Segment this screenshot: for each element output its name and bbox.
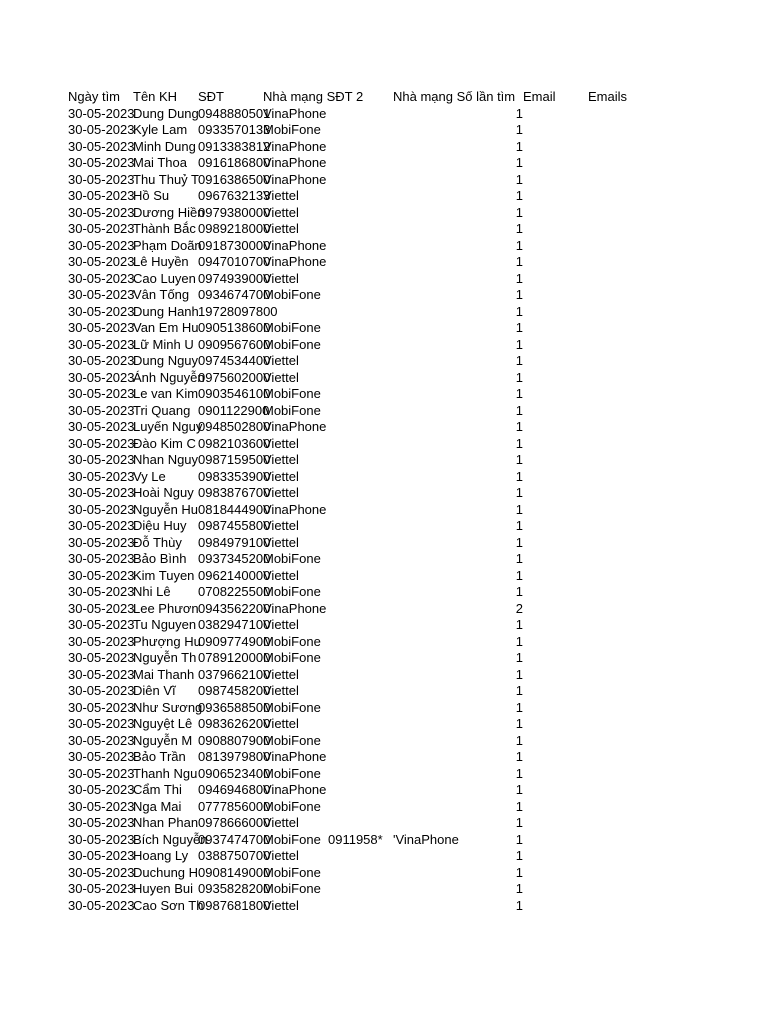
cell-ngay-tim[interactable]: 30-05-2023	[68, 765, 135, 781]
cell-ngay-tim[interactable]: 30-05-2023	[68, 749, 135, 764]
cell-ten-kh[interactable]: Lee Phươn	[133, 600, 199, 616]
cell-nha-mang[interactable]: MobiFone	[263, 402, 321, 418]
cell-ten-kh[interactable]: Vy Le	[133, 468, 166, 484]
cell-ngay-tim[interactable]: 30-05-2023	[68, 419, 135, 434]
header-ngay-tim[interactable]: Ngày tìm	[68, 89, 121, 104]
cell-so-lan-tim[interactable]: 1	[515, 732, 523, 748]
cell-sdt[interactable]: 0983876700	[198, 485, 271, 500]
cell-nha-mang[interactable]: VinaPhone	[263, 749, 327, 764]
cell-ten-kh[interactable]: Mai Thanh	[133, 666, 195, 682]
cell-sdt[interactable]: 0916186800	[198, 155, 271, 170]
cell-nha-mang[interactable]: VinaPhone	[263, 237, 327, 253]
cell-ten-kh[interactable]: Nga Mai	[133, 798, 182, 814]
cell-sdt[interactable]: 0777856000	[198, 798, 271, 814]
cell-nha-mang[interactable]: VinaPhone	[263, 155, 327, 170]
cell-ngay-tim[interactable]: 30-05-2023	[68, 617, 135, 632]
cell-so-lan-tim[interactable]: 1	[515, 485, 523, 500]
cell-ngay-tim[interactable]: 30-05-2023	[68, 386, 135, 401]
cell-so-lan-tim[interactable]: 1	[515, 419, 523, 434]
cell-nha-mang[interactable]: MobiFone	[263, 551, 321, 566]
cell-ten-kh[interactable]: Bảo Bình	[133, 551, 187, 566]
cell-ten-kh[interactable]: Ánh Nguyễn	[133, 369, 205, 385]
cell-sdt[interactable]: 0983626200	[198, 716, 271, 731]
cell-so-lan-tim[interactable]: 1	[515, 105, 523, 121]
cell-sdt[interactable]: 0901122900	[198, 402, 270, 418]
cell-sdt[interactable]: 0818444900	[198, 501, 271, 517]
cell-ngay-tim[interactable]: 30-05-2023	[68, 204, 135, 220]
cell-ngay-tim[interactable]: 30-05-2023	[68, 237, 135, 253]
cell-sdt[interactable]: 0936588500	[198, 699, 271, 715]
cell-so-lan-tim[interactable]: 1	[515, 584, 523, 599]
cell-ngay-tim[interactable]: 30-05-2023	[68, 831, 135, 847]
cell-nha-mang[interactable]: Viettel	[263, 567, 299, 583]
cell-ngay-tim[interactable]: 30-05-2023	[68, 815, 135, 830]
cell-nha-mang[interactable]: Viettel	[263, 666, 299, 682]
cell-so-lan-tim[interactable]: 1	[515, 254, 523, 269]
cell-so-lan-tim[interactable]: 1	[515, 303, 523, 319]
cell-sdt[interactable]: 0916386500	[198, 171, 271, 187]
header-emails[interactable]: Emails	[588, 89, 628, 104]
cell-so-lan-tim[interactable]: 1	[515, 353, 523, 368]
cell-so-lan-tim[interactable]: 1	[515, 666, 523, 682]
header-ten-kh[interactable]: Tên KH	[133, 89, 178, 104]
cell-so-lan-tim[interactable]: 1	[515, 897, 523, 913]
cell-nha-mang[interactable]: MobiFone	[263, 287, 321, 302]
cell-ten-kh[interactable]: Hoang Ly	[133, 848, 189, 863]
cell-so-lan-tim[interactable]: 1	[515, 336, 523, 352]
cell-ngay-tim[interactable]: 30-05-2023	[68, 848, 135, 863]
cell-ten-kh[interactable]: Nguyệt Lê	[133, 716, 193, 731]
cell-ten-kh[interactable]: Thu Thuỷ T	[133, 171, 199, 187]
cell-sdt[interactable]: 0937345200	[198, 551, 271, 566]
cell-nha-mang[interactable]: VinaPhone	[263, 501, 327, 517]
cell-so-lan-tim[interactable]: 1	[515, 155, 523, 170]
cell-ngay-tim[interactable]: 30-05-2023	[68, 666, 135, 682]
cell-ten-kh[interactable]: Dung Dung	[133, 105, 199, 121]
cell-ten-kh[interactable]: Diên Vĩ	[133, 683, 176, 698]
cell-ngay-tim[interactable]: 30-05-2023	[68, 468, 135, 484]
cell-ngay-tim[interactable]: 30-05-2023	[68, 254, 135, 269]
cell-ten-kh[interactable]: Kim Tuyen	[133, 567, 195, 583]
cell-nha-mang[interactable]: VinaPhone	[263, 138, 327, 154]
cell-nha-mang[interactable]: VinaPhone	[263, 254, 327, 269]
cell-nha-mang[interactable]: Viettel	[263, 534, 299, 550]
cell-ngay-tim[interactable]: 30-05-2023	[68, 221, 135, 236]
cell-ten-kh[interactable]: Duchung H	[133, 864, 199, 880]
cell-ten-kh[interactable]: Nhan Nguy	[133, 452, 199, 467]
cell-sdt[interactable]: 0947010700	[198, 254, 271, 269]
cell-sdt[interactable]: 0982103600	[198, 435, 271, 451]
cell-so-lan-tim[interactable]: 1	[515, 204, 523, 220]
cell-ngay-tim[interactable]: 30-05-2023	[68, 171, 135, 187]
cell-ten-kh[interactable]: Nguyễn M	[133, 732, 193, 748]
cell-sdt[interactable]: 0983353900	[198, 468, 271, 484]
cell-nha-mang[interactable]: Viettel	[263, 683, 299, 698]
cell-ten-kh[interactable]: Thành Bắc	[133, 221, 196, 236]
cell-sdt[interactable]: 0967632133	[198, 188, 271, 203]
cell-so-lan-tim[interactable]: 1	[515, 171, 523, 187]
cell-nha-mang[interactable]: Viettel	[263, 485, 299, 500]
cell-ngay-tim[interactable]: 30-05-2023	[68, 270, 135, 286]
cell-nha-mang[interactable]: Viettel	[263, 221, 299, 236]
cell-ngay-tim[interactable]: 30-05-2023	[68, 584, 135, 599]
cell-nha-mang[interactable]: Viettel	[263, 848, 299, 863]
cell-ngay-tim[interactable]: 30-05-2023	[68, 732, 135, 748]
cell-sdt[interactable]: 0987159500	[198, 452, 271, 467]
cell-sdt[interactable]: 0937474700	[198, 831, 271, 847]
cell-ngay-tim[interactable]: 30-05-2023	[68, 534, 135, 550]
cell-nha-mang[interactable]: VinaPhone	[263, 782, 327, 797]
cell-ten-kh[interactable]: Tri Quang	[133, 402, 191, 418]
cell-so-lan-tim[interactable]: 1	[515, 782, 523, 797]
cell-nha-mang[interactable]: Viettel	[263, 518, 299, 533]
cell-ten-kh[interactable]: Cẩm Thi	[133, 782, 182, 797]
cell-ten-kh[interactable]: Nhan Phan	[133, 815, 199, 830]
cell-ten-kh[interactable]: Đỗ Thùy	[133, 534, 182, 550]
cell-so-lan-tim[interactable]: 1	[515, 188, 523, 203]
cell-nha-mang[interactable]: Viettel	[263, 897, 299, 913]
cell-so-lan-tim[interactable]: 1	[515, 501, 523, 517]
cell-sdt[interactable]: 0948880501	[198, 105, 271, 121]
cell-so-lan-tim[interactable]: 1	[515, 122, 523, 137]
cell-sdt[interactable]: 0913383812	[198, 138, 271, 154]
cell-ngay-tim[interactable]: 30-05-2023	[68, 105, 135, 121]
cell-nha-mang[interactable]: Viettel	[263, 617, 299, 632]
cell-ngay-tim[interactable]: 30-05-2023	[68, 402, 135, 418]
cell-nha-mang[interactable]: Viettel	[263, 815, 299, 830]
cell-so-lan-tim[interactable]: 1	[515, 452, 523, 467]
cell-ngay-tim[interactable]: 30-05-2023	[68, 138, 135, 154]
cell-ten-kh[interactable]: Như Sương	[133, 699, 203, 715]
cell-ngay-tim[interactable]: 30-05-2023	[68, 782, 135, 797]
cell-ten-kh[interactable]: Đào Kim C	[133, 435, 196, 451]
cell-ngay-tim[interactable]: 30-05-2023	[68, 798, 135, 814]
cell-ngay-tim[interactable]: 30-05-2023	[68, 567, 135, 583]
cell-sdt[interactable]: 0987455800	[198, 518, 271, 533]
cell-sdt[interactable]: 0974939000	[198, 270, 271, 286]
cell-sdt[interactable]: 0984979100	[198, 534, 271, 550]
cell-so-lan-tim[interactable]: 1	[515, 831, 523, 847]
cell-nha-mang[interactable]: MobiFone	[263, 732, 321, 748]
cell-ten-kh[interactable]: Bích Nguyễn	[133, 831, 208, 847]
cell-sdt[interactable]: 0943562200	[198, 600, 271, 616]
cell-nha-mang[interactable]: MobiFone	[263, 633, 321, 649]
cell-ten-kh[interactable]: Nguyễn Th	[133, 650, 197, 665]
cell-sdt[interactable]: 0978666000	[198, 815, 271, 830]
cell-ngay-tim[interactable]: 30-05-2023	[68, 485, 135, 500]
cell-nha-mang[interactable]: Viettel	[263, 270, 299, 286]
cell-so-lan-tim[interactable]: 1	[515, 749, 523, 764]
cell-sdt[interactable]: 0789120000	[198, 650, 271, 665]
cell-nha-mang[interactable]: MobiFone	[263, 798, 321, 814]
cell-nha-mang[interactable]: VinaPhone	[263, 171, 327, 187]
cell-sdt[interactable]: 0382947100	[198, 617, 271, 632]
cell-ten-kh[interactable]: Dung Nguy	[133, 353, 199, 368]
cell-so-lan-tim[interactable]: 1	[515, 683, 523, 698]
cell-sdt[interactable]: 0934674700	[198, 287, 271, 302]
cell-so-lan-tim[interactable]: 1	[515, 551, 523, 566]
header-nha-mang-sdt2[interactable]: Nhà mạng SĐT 2	[263, 89, 364, 104]
cell-ngay-tim[interactable]: 30-05-2023	[68, 716, 135, 731]
cell-ten-kh[interactable]: Hồ Su	[133, 188, 170, 203]
cell-ten-kh[interactable]: Cao Luyen	[133, 270, 196, 286]
cell-so-lan-tim[interactable]: 1	[515, 534, 523, 550]
cell-nha-mang[interactable]: Viettel	[263, 369, 299, 385]
cell-nha-mang[interactable]: MobiFone	[263, 699, 321, 715]
cell-so-lan-tim[interactable]: 1	[515, 221, 523, 236]
cell-nha-mang[interactable]: MobiFone	[263, 831, 321, 847]
cell-so-lan-tim[interactable]: 1	[515, 765, 523, 781]
cell-ngay-tim[interactable]: 30-05-2023	[68, 336, 135, 352]
cell-nha-mang[interactable]: MobiFone	[263, 336, 321, 352]
cell-so-lan-tim[interactable]: 1	[515, 815, 523, 830]
cell-ten-kh[interactable]: Vân Tống	[133, 287, 190, 302]
cell-ten-kh[interactable]: Tu Nguyen	[133, 617, 197, 632]
cell-so-lan-tim[interactable]: 1	[515, 567, 523, 583]
cell-nha-mang[interactable]: Viettel	[263, 435, 299, 451]
cell-sdt[interactable]: 0906523400	[198, 765, 271, 781]
cell-sdt[interactable]: 0908807900	[198, 732, 271, 748]
cell-ten-kh[interactable]: Thanh Ngu	[133, 765, 198, 781]
cell-sdt[interactable]: 0974534400	[198, 353, 271, 368]
cell-nha-mang[interactable]: MobiFone	[263, 386, 321, 401]
cell-ten-kh[interactable]: Dung Hanh	[133, 303, 199, 319]
cell-sdt[interactable]: 19728097800	[198, 303, 278, 319]
cell-ngay-tim[interactable]: 30-05-2023	[68, 353, 135, 368]
cell-ten-kh[interactable]: Van Em Hu	[133, 320, 199, 335]
cell-nha-mang[interactable]: Viettel	[263, 716, 299, 731]
cell-ngay-tim[interactable]: 30-05-2023	[68, 551, 135, 566]
cell-ten-kh[interactable]: Bảo Trần	[133, 749, 186, 764]
cell-ngay-tim[interactable]: 30-05-2023	[68, 650, 135, 665]
cell-sdt[interactable]: 0979380000	[198, 204, 271, 220]
cell-ten-kh[interactable]: Mai Thoa	[133, 155, 187, 170]
cell-sdt[interactable]: 0948502800	[198, 419, 271, 434]
cell-so-lan-tim[interactable]: 1	[515, 716, 523, 731]
cell-ngay-tim[interactable]: 30-05-2023	[68, 452, 135, 467]
cell-nha-mang[interactable]: Viettel	[263, 353, 299, 368]
cell-nha-mang[interactable]: VinaPhone	[263, 419, 327, 434]
cell-so-lan-tim[interactable]: 1	[515, 881, 523, 896]
cell-ngay-tim[interactable]: 30-05-2023	[68, 303, 135, 319]
cell-nha-mang[interactable]: MobiFone	[263, 881, 321, 896]
cell-ten-kh[interactable]: Kyle Lam	[133, 122, 188, 137]
header-nha-mang-so-lan-tim[interactable]: Nhà mạng Số lần tìm	[393, 89, 516, 104]
cell-so-lan-tim[interactable]: 1	[515, 287, 523, 302]
cell-so-lan-tim[interactable]: 1	[515, 518, 523, 533]
cell-ngay-tim[interactable]: 30-05-2023	[68, 122, 135, 137]
cell-nha-mang[interactable]: MobiFone	[263, 122, 321, 137]
cell-so-lan-tim[interactable]: 1	[515, 386, 523, 401]
cell-sdt[interactable]: 0813979800	[198, 749, 271, 764]
cell-so-lan-tim[interactable]: 1	[515, 468, 523, 484]
cell-nha-mang[interactable]: VinaPhone	[263, 600, 327, 616]
cell-ngay-tim[interactable]: 30-05-2023	[68, 699, 135, 715]
cell-so-lan-tim[interactable]: 1	[515, 320, 523, 335]
cell-nha-mang[interactable]: Viettel	[263, 204, 299, 220]
cell-sdt[interactable]: 0987681800	[198, 897, 271, 913]
cell-ten-kh[interactable]: Hoài Nguy	[133, 485, 194, 500]
cell-sdt[interactable]: 0989218000	[198, 221, 271, 236]
cell-so-lan-tim[interactable]: 1	[515, 848, 523, 863]
cell-so-lan-tim[interactable]: 1	[515, 369, 523, 385]
cell-sdt[interactable]: 0933570133	[198, 122, 271, 137]
cell-ngay-tim[interactable]: 30-05-2023	[68, 864, 135, 880]
header-email[interactable]: Email	[523, 89, 556, 104]
cell-so-lan-tim[interactable]: 1	[515, 435, 523, 451]
cell-ngay-tim[interactable]: 30-05-2023	[68, 287, 135, 302]
cell-so-lan-tim[interactable]: 1	[515, 798, 523, 814]
cell-ngay-tim[interactable]: 30-05-2023	[68, 369, 135, 385]
header-sdt[interactable]: SĐT	[198, 89, 224, 104]
cell-ngay-tim[interactable]: 30-05-2023	[68, 683, 135, 698]
cell-so-lan-tim[interactable]: 1	[515, 138, 523, 154]
cell-sdt[interactable]: 0903546100	[198, 386, 271, 401]
cell-ngay-tim[interactable]: 30-05-2023	[68, 155, 135, 170]
cell-ngay-tim[interactable]: 30-05-2023	[68, 188, 135, 203]
cell-ten-kh[interactable]: Phượng Hu	[133, 633, 201, 649]
cell-so-lan-tim[interactable]: 1	[515, 864, 523, 880]
cell-sdt[interactable]: 0987458200	[198, 683, 271, 698]
cell-sdt[interactable]: 0388750700	[198, 848, 271, 863]
cell-sdt-2[interactable]: 0911958*	[328, 831, 383, 847]
cell-ngay-tim[interactable]: 30-05-2023	[68, 897, 135, 913]
cell-ngay-tim[interactable]: 30-05-2023	[68, 320, 135, 335]
cell-ten-kh[interactable]: Nguyễn Hu	[133, 501, 199, 517]
cell-nha-mang[interactable]: MobiFone	[263, 320, 321, 335]
cell-nha-mang-2[interactable]: 'VinaPhone	[393, 831, 459, 847]
cell-ngay-tim[interactable]: 30-05-2023	[68, 633, 135, 649]
cell-nha-mang[interactable]: MobiFone	[263, 650, 321, 665]
cell-nha-mang[interactable]: MobiFone	[263, 765, 321, 781]
cell-so-lan-tim[interactable]: 1	[515, 633, 523, 649]
cell-ten-kh[interactable]: Cao Sơn Th	[133, 897, 204, 913]
cell-sdt[interactable]: 0909774900	[198, 633, 271, 649]
cell-ngay-tim[interactable]: 30-05-2023	[68, 600, 135, 616]
cell-ten-kh[interactable]: Huyen Bui	[133, 881, 193, 896]
cell-so-lan-tim[interactable]: 1	[515, 699, 523, 715]
cell-ten-kh[interactable]: Dương Hiền	[133, 204, 205, 220]
cell-ngay-tim[interactable]: 30-05-2023	[68, 518, 135, 533]
cell-sdt[interactable]: 0975602000	[198, 369, 271, 385]
cell-nha-mang[interactable]: MobiFone	[263, 864, 321, 880]
cell-ten-kh[interactable]: Minh Dung	[133, 138, 196, 154]
cell-ten-kh[interactable]: Le van Kim	[133, 386, 199, 401]
cell-nha-mang[interactable]: Viettel	[263, 452, 299, 467]
cell-ten-kh[interactable]: Luyến Nguy	[133, 419, 203, 434]
cell-ngay-tim[interactable]: 30-05-2023	[68, 881, 135, 896]
cell-sdt[interactable]: 0905138600	[198, 320, 271, 335]
cell-nha-mang[interactable]: Viettel	[263, 468, 299, 484]
cell-ten-kh[interactable]: Nhi Lê	[133, 584, 171, 599]
cell-nha-mang[interactable]: VinaPhone	[263, 105, 327, 121]
cell-sdt[interactable]: 0962140000	[198, 567, 271, 583]
cell-so-lan-tim[interactable]: 1	[515, 237, 523, 253]
cell-ngay-tim[interactable]: 30-05-2023	[68, 435, 135, 451]
cell-so-lan-tim[interactable]: 1	[515, 650, 523, 665]
cell-sdt[interactable]: 0708225500	[198, 584, 271, 599]
cell-sdt[interactable]: 0935828200	[198, 881, 271, 896]
cell-so-lan-tim[interactable]: 1	[515, 270, 523, 286]
cell-ten-kh[interactable]: Lữ Minh U	[133, 336, 194, 352]
cell-so-lan-tim[interactable]: 1	[515, 402, 523, 418]
cell-sdt[interactable]: 0946946800	[198, 782, 271, 797]
cell-ten-kh[interactable]: Lê Huyền	[133, 254, 189, 269]
cell-ngay-tim[interactable]: 30-05-2023	[68, 501, 135, 517]
cell-sdt[interactable]: 0908149000	[198, 864, 271, 880]
cell-nha-mang[interactable]: Viettel	[263, 188, 299, 203]
cell-sdt[interactable]: 0918730000	[198, 237, 271, 253]
cell-so-lan-tim[interactable]: 2	[515, 600, 523, 616]
cell-nha-mang[interactable]: MobiFone	[263, 584, 321, 599]
cell-sdt[interactable]: 0379662100	[198, 666, 271, 682]
cell-so-lan-tim[interactable]: 1	[515, 617, 523, 632]
cell-sdt[interactable]: 0909567600	[198, 336, 271, 352]
cell-ten-kh[interactable]: Diệu Huy	[133, 518, 187, 533]
cell-ten-kh[interactable]: Phạm Doãn	[133, 237, 202, 253]
